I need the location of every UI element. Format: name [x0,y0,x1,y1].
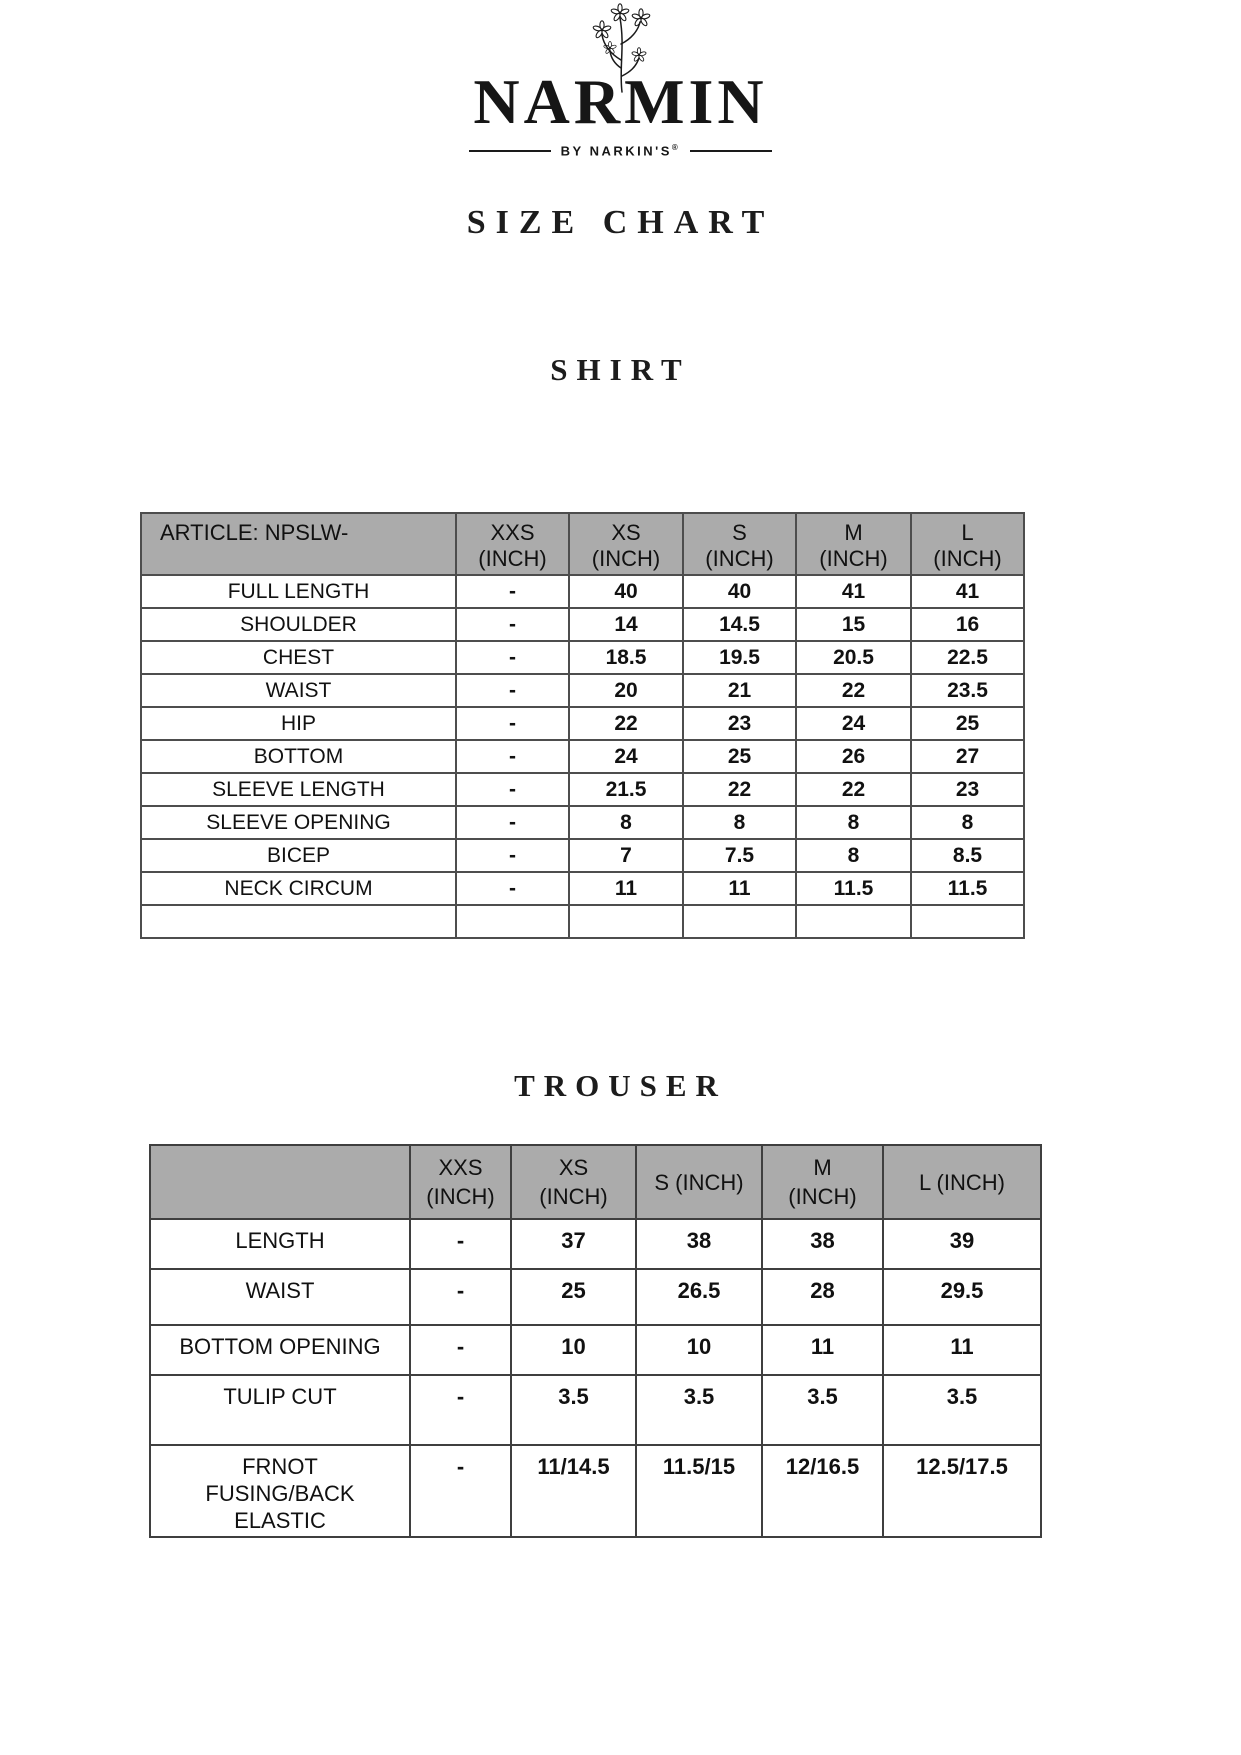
registered-mark: ® [671,143,681,153]
byline-rule-right [690,150,772,152]
value-m: 8 [796,839,911,872]
value-l: 16 [911,608,1024,641]
value-xxs: - [456,740,569,773]
size-label: XXS [490,520,535,545]
value-s: 40 [683,575,796,608]
value-l: 3.5 [883,1375,1041,1445]
value-m: 8 [796,806,911,839]
value-m: 11.5 [796,872,911,905]
unit-label: (INCH) [426,1184,495,1209]
table-row [141,575,1024,608]
trouser-header-s [636,1145,762,1219]
measurement-label: NECK CIRCUM [141,872,456,905]
value-s: 21 [683,674,796,707]
value-xs: 37 [511,1219,636,1269]
value-l: 25 [911,707,1024,740]
byline-rule-left [469,150,551,152]
value-l: 23 [911,773,1024,806]
table-row [141,740,1024,773]
size-label: M [813,1155,832,1180]
value-m [796,905,911,938]
unit-label: (INCH) [591,546,661,571]
shirt-header-xs [569,513,683,575]
measurement-label [150,1445,410,1537]
value-m: 22 [796,773,911,806]
value-l: 39 [883,1219,1041,1269]
value-xxs: - [410,1445,511,1537]
value-s: 22 [683,773,796,806]
measurement-label: SLEEVE LENGTH [141,773,456,806]
value-m: 22 [796,674,911,707]
value-xs: 25 [511,1269,636,1325]
value-xs: 11 [569,872,683,905]
value-xs: 18.5 [569,641,683,674]
table-row [150,1219,1041,1269]
value-l: 23.5 [911,674,1024,707]
value-xs: 10 [511,1325,636,1375]
trouser-header-row [150,1145,1041,1219]
value-xxs: - [456,773,569,806]
size-label: M [844,520,863,545]
value-s: 25 [683,740,796,773]
byline-text: BY NARKIN'S® [560,143,681,159]
measurement-label-text: FRNOT FUSING/BACK ELASTIC [205,1454,355,1533]
value-s [683,905,796,938]
value-xxs: - [410,1325,511,1375]
trouser-header-l [883,1145,1041,1219]
value-m: 41 [796,575,911,608]
unit-label: (INCH) [819,546,888,571]
page-title: SIZE CHART [466,204,775,241]
trouser-header-xxs [410,1145,511,1219]
value-m: 20.5 [796,641,911,674]
size-label: XS [558,1155,589,1180]
trouser-header-xs [511,1145,636,1219]
value-l: 11.5 [911,872,1024,905]
table-row [141,608,1024,641]
table-row [150,1325,1041,1375]
value-l: 8 [911,806,1024,839]
value-s: 23 [683,707,796,740]
measurement-label: BOTTOM OPENING [150,1325,410,1375]
table-row [141,806,1024,839]
value-s: 10 [636,1325,762,1375]
shirt-header-s [683,513,796,575]
value-xs [569,905,683,938]
table-row [141,839,1024,872]
value-l: 8.5 [911,839,1024,872]
value-m: 3.5 [762,1375,883,1445]
value-xxs: - [456,839,569,872]
table-row [141,707,1024,740]
measurement-label: BICEP [141,839,456,872]
trouser-header-m [762,1145,883,1219]
size-label: XS [611,520,641,545]
measurement-label [141,905,456,938]
value-xxs: - [456,641,569,674]
value-xxs [456,905,569,938]
measurement-label: WAIST [150,1269,410,1325]
table-row [150,1375,1041,1445]
value-l: 41 [911,575,1024,608]
measurement-label: BOTTOM [141,740,456,773]
shirt-header-row [141,513,1024,575]
value-xxs: - [456,575,569,608]
unit-label: (INCH) [478,546,547,571]
value-xs: 22 [569,707,683,740]
value-s: 3.5 [636,1375,762,1445]
table-row-empty [141,905,1024,938]
value-s: 14.5 [683,608,796,641]
shirt-header-l [911,513,1024,575]
value-s: 7.5 [683,839,796,872]
value-xxs: - [456,674,569,707]
measurement-label: TULIP CUT [150,1375,410,1445]
value-xs: 14 [569,608,683,641]
value-xxs: - [456,608,569,641]
value-s: 38 [636,1219,762,1269]
size-label: S [732,520,747,545]
shirt-size-table [140,512,1025,939]
measurement-label: WAIST [141,674,456,707]
measurement-label: CHEST [141,641,456,674]
value-xxs: - [410,1269,511,1325]
value-m: 11 [762,1325,883,1375]
table-row [141,641,1024,674]
value-xs: 3.5 [511,1375,636,1445]
value-l: 29.5 [883,1269,1041,1325]
size-label: S (INCH) [654,1169,744,1195]
value-xxs: - [456,872,569,905]
value-s: 11.5/15 [636,1445,762,1537]
measurement-label: LENGTH [150,1219,410,1269]
measurement-label: SHOULDER [141,608,456,641]
shirt-section-title: SHIRT [550,352,691,387]
shirt-header-xxs [456,513,569,575]
value-xs: 24 [569,740,683,773]
value-xs: 20 [569,674,683,707]
trouser-section-title: TROUSER [514,1068,727,1103]
value-xs: 8 [569,806,683,839]
value-m: 28 [762,1269,883,1325]
size-label: L [961,520,974,545]
size-label: XXS [438,1155,483,1180]
value-l: 12.5/17.5 [883,1445,1041,1537]
value-l: 27 [911,740,1024,773]
brand-logo [0,2,1241,159]
value-l [911,905,1024,938]
value-s: 19.5 [683,641,796,674]
measurement-label: HIP [141,707,456,740]
table-row [141,773,1024,806]
value-l: 11 [883,1325,1041,1375]
value-xs: 7 [569,839,683,872]
value-l: 22.5 [911,641,1024,674]
size-label: L (INCH) [919,1169,1005,1195]
value-xs: 40 [569,575,683,608]
brand-byline [0,143,1241,158]
value-xxs: - [456,707,569,740]
value-s: 8 [683,806,796,839]
value-xs: 11/14.5 [511,1445,636,1537]
table-row [141,872,1024,905]
table-row [150,1445,1041,1537]
article-code: ARTICLE: NPSLW- [141,513,456,575]
trouser-header-corner [150,1145,410,1219]
unit-label: (INCH) [539,1184,608,1209]
unit-label: (INCH) [788,1184,857,1209]
value-xs: 21.5 [569,773,683,806]
measurement-label: SLEEVE OPENING [141,806,456,839]
brand-name: NARMIN [473,66,768,137]
value-m: 24 [796,707,911,740]
value-xxs: - [456,806,569,839]
value-s: 26.5 [636,1269,762,1325]
value-xxs: - [410,1219,511,1269]
measurement-label: FULL LENGTH [141,575,456,608]
unit-label: (INCH) [933,546,1002,571]
trouser-size-table [149,1144,1042,1538]
table-row [150,1269,1041,1325]
value-m: 12/16.5 [762,1445,883,1537]
value-m: 15 [796,608,911,641]
value-s: 11 [683,872,796,905]
value-xxs: - [410,1375,511,1445]
shirt-header-m [796,513,911,575]
value-m: 26 [796,740,911,773]
unit-label: (INCH) [705,546,774,571]
table-row [141,674,1024,707]
value-m: 38 [762,1219,883,1269]
